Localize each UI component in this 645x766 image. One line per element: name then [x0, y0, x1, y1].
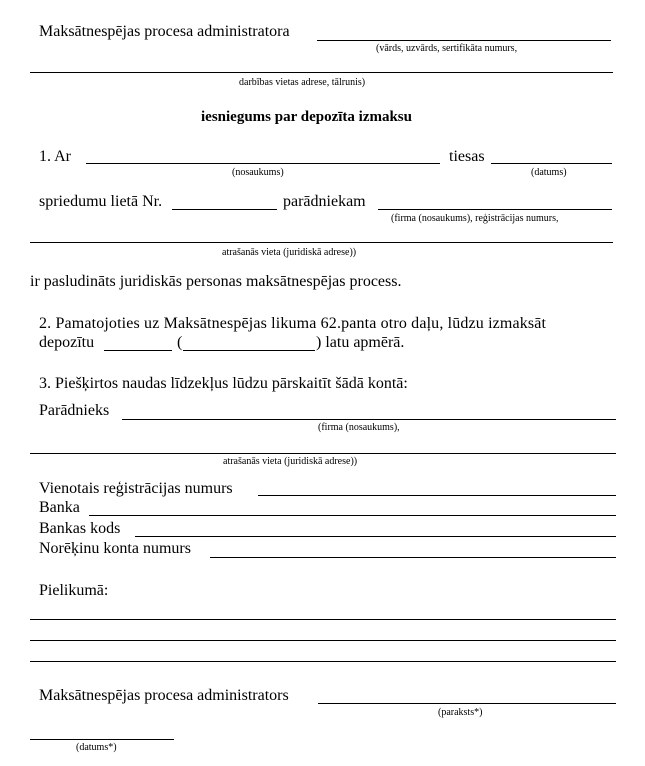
account-line[interactable]: [210, 557, 616, 558]
page-title: iesniegums par depozīta izmaksu: [201, 109, 412, 125]
attachment-line-1[interactable]: [30, 619, 616, 620]
attachment-line-2[interactable]: [30, 640, 616, 641]
payee-firm-caption: (firma (nosaukums),: [318, 422, 400, 433]
firm-caption: (firma (nosaukums), reģistrācijas numurs,: [391, 213, 559, 224]
deposit-amount-words-line[interactable]: [183, 350, 315, 351]
case-number-line[interactable]: [172, 209, 277, 210]
section3-intro: 3. Piešķirtos naudas līdzekļus lūdzu pārskaitīt šādā kontā:: [39, 375, 408, 392]
bank-line[interactable]: [89, 515, 616, 516]
amount-suffix-text: latu apmērā.: [325, 334, 405, 351]
admin-name-line[interactable]: [317, 40, 611, 41]
bank-label: Banka: [39, 499, 80, 516]
attachments-label: Pielikumā:: [39, 582, 109, 599]
admin-caption: (vārds, uzvārds, sertifikāta numurs,: [376, 43, 518, 54]
declared-text: ir pasludināts juridiskās personas maksātnespējas process.: [30, 273, 402, 290]
open-paren: (: [177, 334, 183, 351]
name-caption: (nosaukums): [232, 167, 284, 178]
payee-address-line[interactable]: [30, 453, 616, 454]
bank-code-label: Bankas kods: [39, 520, 121, 537]
signature-label: Maksātnespējas procesa administrators: [39, 687, 289, 704]
judgment-label: spriedumu lietā Nr.: [39, 193, 163, 210]
date-signature-caption: (datums*): [76, 742, 117, 753]
amount-suffix: ) latu apmērā.: [316, 334, 405, 351]
section1-ar-label: 1. Ar: [39, 148, 71, 165]
section2-line1: 2. Pamatojoties uz Maksātnespējas likuma 62.panta otro daļu, lūdzu izmaksāt: [39, 315, 547, 332]
deposit-label: depozītu: [39, 334, 95, 351]
location-caption: atrašanās vieta (juridiskā adrese)): [222, 247, 357, 258]
reg-number-label: Vienotais reģistrācijas numurs: [39, 480, 233, 497]
address-line[interactable]: [30, 72, 613, 73]
judgment-date-line[interactable]: [491, 163, 612, 164]
date-caption: (datums): [531, 167, 567, 178]
court-label: tiesas: [449, 148, 485, 165]
signature-line[interactable]: [318, 703, 616, 704]
date-line[interactable]: [30, 739, 174, 740]
deposit-amount-line[interactable]: [104, 350, 172, 351]
account-label: Norēķinu konta numurs: [39, 540, 191, 557]
debtor-label: parādniekam: [283, 193, 366, 210]
bank-code-line[interactable]: [135, 536, 616, 537]
payee-label: Parādnieks: [39, 402, 110, 419]
address-caption: darbības vietas adrese, tālrunis): [239, 77, 366, 88]
debtor-firm-line[interactable]: [378, 209, 612, 210]
signature-caption: (paraksts*): [438, 707, 483, 718]
admin-label: Maksātnespējas procesa administratora: [39, 23, 290, 40]
debtor-address-line[interactable]: [30, 242, 613, 243]
attachment-line-3[interactable]: [30, 661, 616, 662]
reg-number-line[interactable]: [258, 495, 616, 496]
court-name-line[interactable]: [86, 163, 440, 164]
payee-firm-line[interactable]: [122, 419, 616, 420]
payee-location-caption: atrašanās vieta (juridiskā adrese)): [223, 456, 358, 467]
